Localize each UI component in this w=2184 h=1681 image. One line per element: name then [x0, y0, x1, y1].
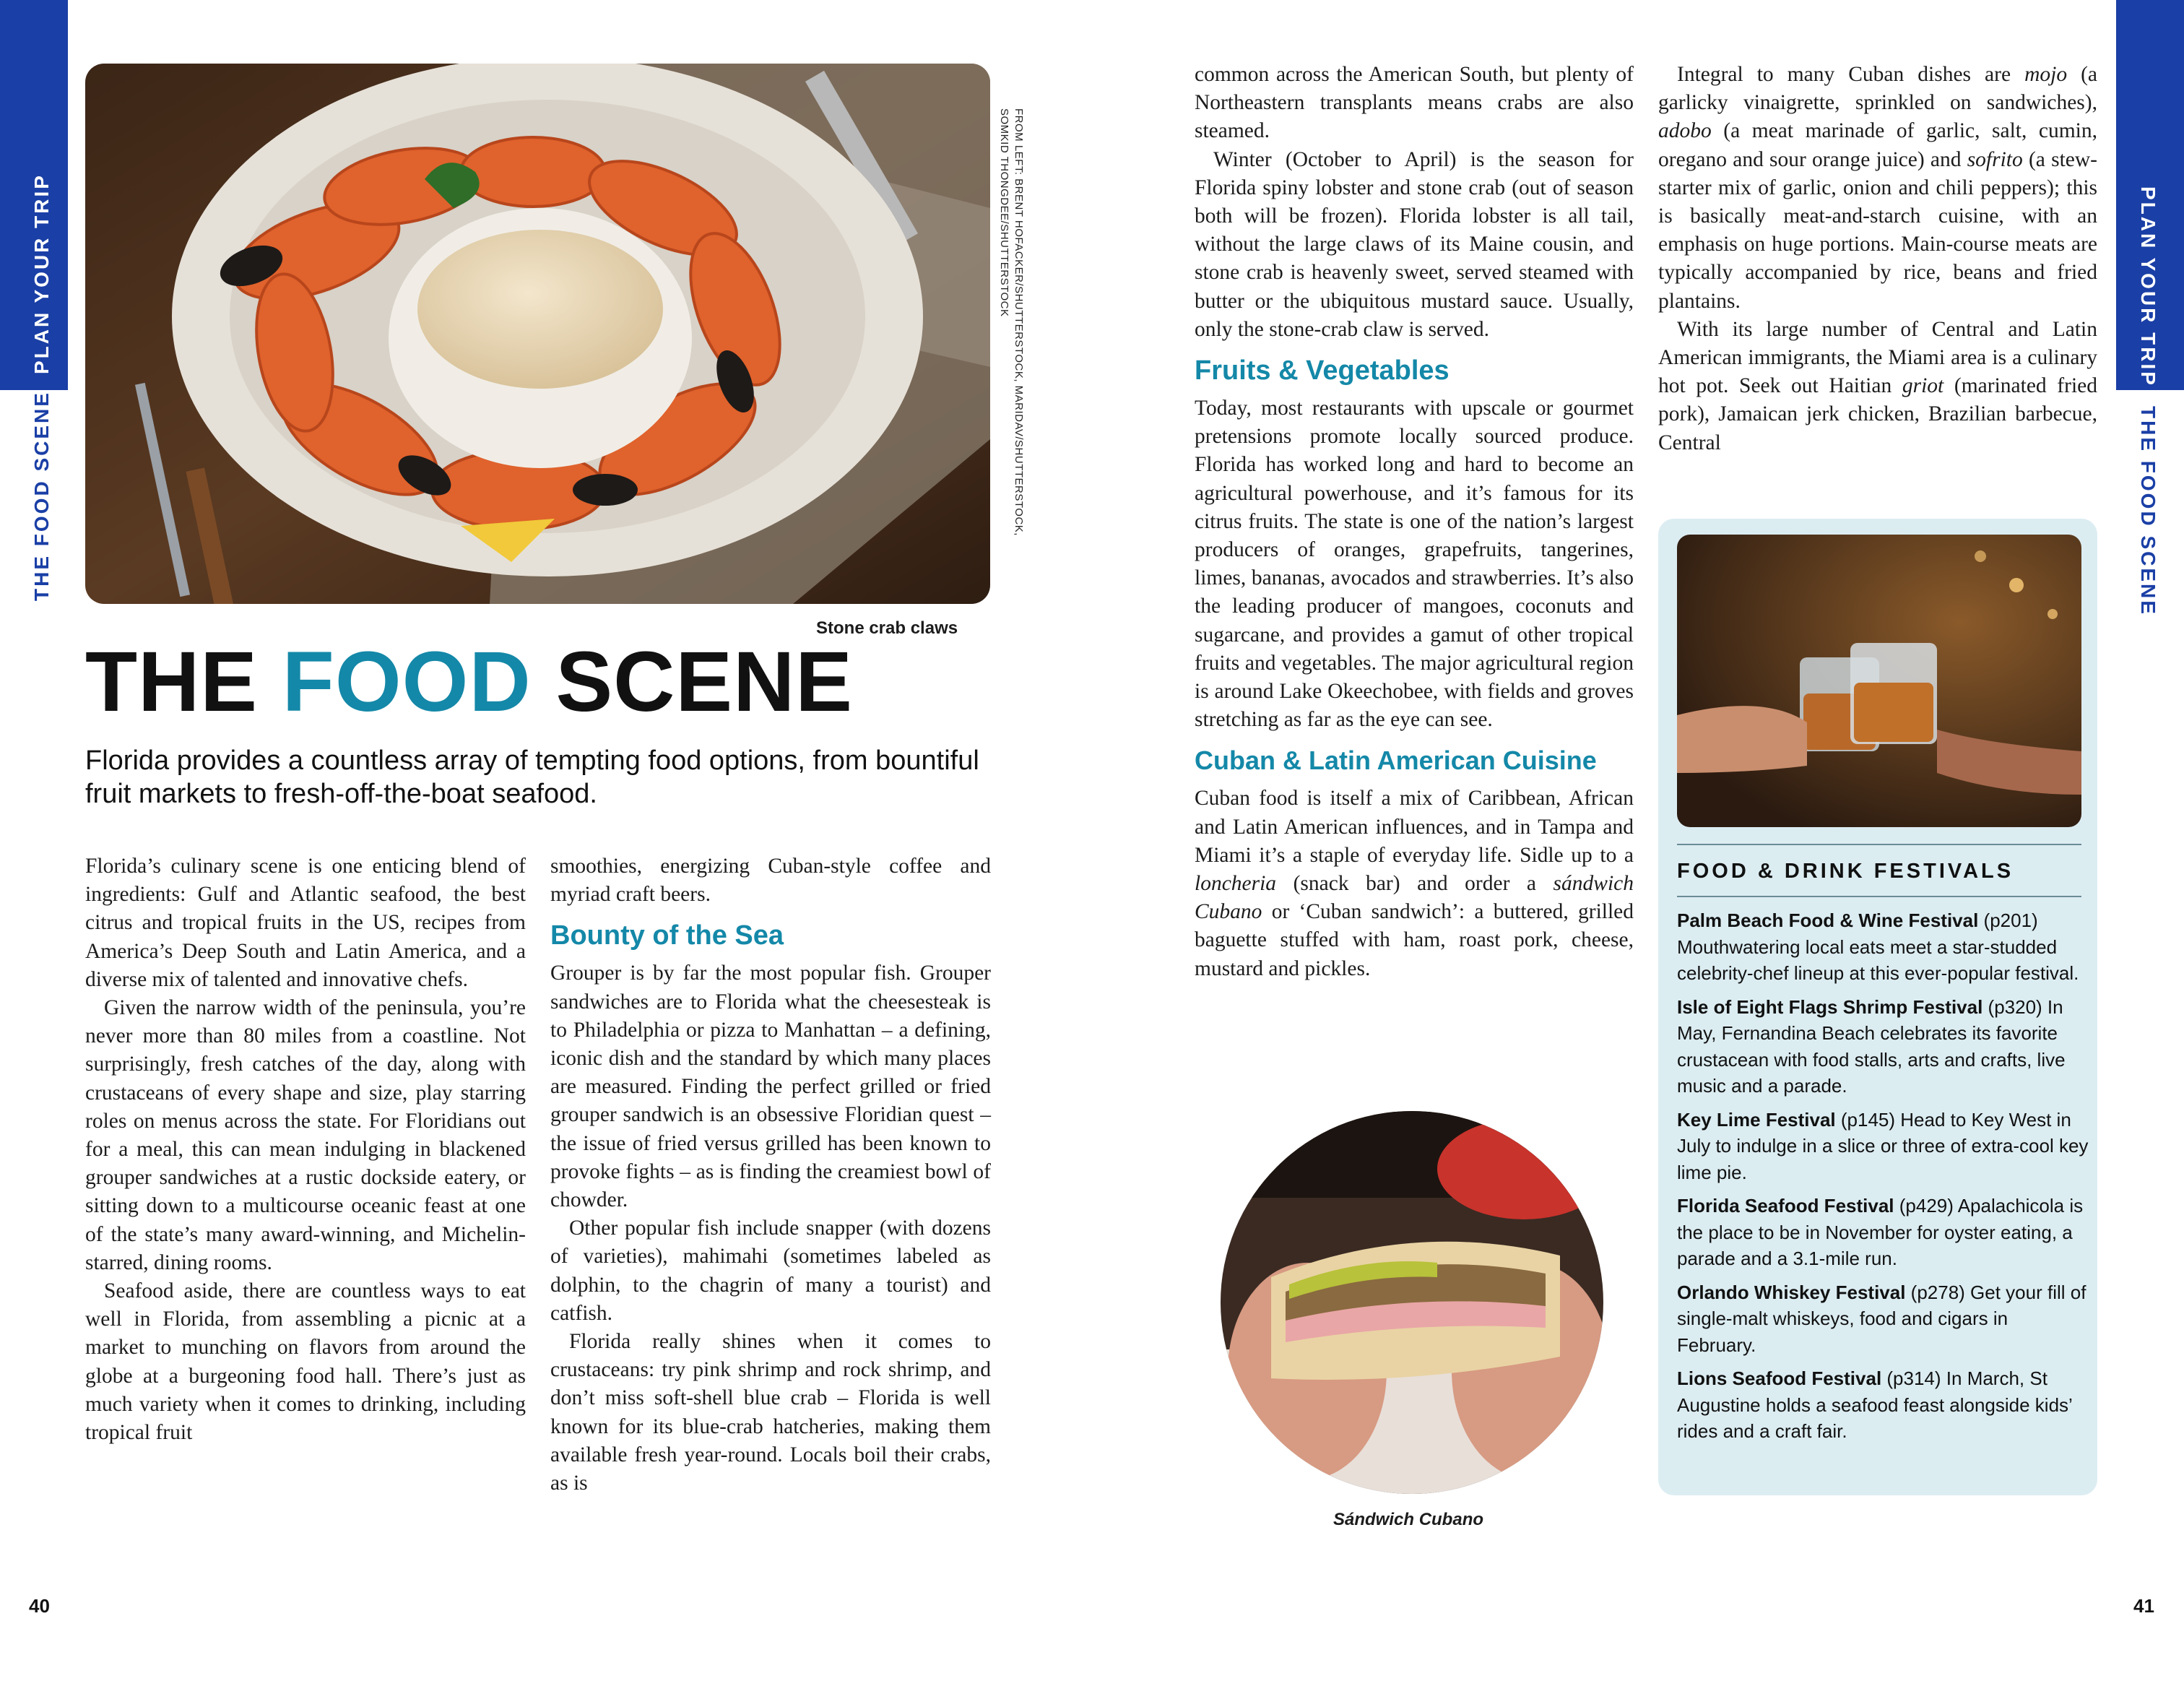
- col3-paragraph: common across the American South, but plenty of Northeastern transplants means crabs are also steamed.: [1195, 63, 1634, 143]
- text-run: (a garlicky vinaigrette, sprinkled on sandwiches),: [1658, 63, 2097, 115]
- festival-list: [1677, 907, 2089, 1452]
- photo-credit: FROM LEFT: BRENT HOFACKER/SHUTTERSTOCK, MARIDAV/SHUTTERSTOCK, SOMKID THONGDEE/SHUTTERSTOCK: [998, 108, 1025, 536]
- text-run: With its large number of Central and Latin American immigrants, the Miami area is a culinary hot pot. Seek out Haitian: [1658, 317, 2097, 398]
- festival-description: Apalachicola is the place to be in November for oyster eating, a parade and a 3.1-mile run.: [1677, 1195, 2084, 1269]
- col2-paragraph: Other popular fish include snapper (with dozens of varieties), mahimahi (sometimes labeled as dolphin, to the chagrin of many a tourist) and catfish.: [550, 1217, 991, 1325]
- sidebar-divider: [1677, 896, 2081, 897]
- col2-paragraph: Florida really shines when it comes to crustaceans: try pink shrimp and rock shrimp, and don’t miss soft-shell blue crab – Florida is well known for its blue-crab hatcheries, making them available fresh year-round. Locals boil their crabs, as is: [550, 1330, 991, 1495]
- festival-item: [1677, 1107, 2089, 1186]
- title-part-1: THE: [85, 634, 282, 730]
- page-number-left: 40: [29, 1595, 50, 1617]
- festival-item: [1677, 907, 2089, 987]
- col1-paragraph: Seafood aside, there are countless ways to eat well in Florida, from assembling a picnic at a market to munching on flavors from around the globe at a burgeoning food hall. There’s just as much variety when it comes to drinking, including tropical fruit: [85, 1279, 526, 1445]
- page-title: [85, 634, 854, 730]
- festival-page-ref: (p201): [1978, 909, 2038, 931]
- heading-fruits-vegetables: Fruits & Vegetables: [1195, 355, 1450, 386]
- body-column-1: [85, 852, 526, 1447]
- sidebar-divider: [1677, 844, 2081, 845]
- festival-item: [1677, 1279, 2089, 1359]
- body-column-2: [550, 852, 991, 1498]
- sandwich-photo-caption: Sándwich Cubano: [1333, 1510, 1484, 1529]
- col1-paragraph: Florida’s culinary scene is one enticing blend of ingredients: Gulf and Atlantic seafood, the best citrus and tropical fruits in the US, recipes from America’s Deep South and Latin America, and a diverse mix of talented and innovative chefs.: [85, 855, 526, 991]
- festival-name: Florida Seafood Festival: [1677, 1195, 1894, 1217]
- col3-paragraph: Winter (October to April) is the season for Florida spiny lobster and stone crab (out of season both will be frozen). Florida lobster is all tail, without the large claws of its Maine cousin, and stone crab is heavenly sweet, served steamed with butter or the ubiquitous mustard sauce. Usually, only the stone-crab claw is served.: [1195, 147, 1634, 341]
- right-section-tab-label: PLAN YOUR TRIP: [2137, 186, 2159, 387]
- italic-term: sofrito: [1967, 147, 2023, 171]
- festival-name: Palm Beach Food & Wine Festival: [1677, 909, 1979, 931]
- col2-paragraph: smoothies, energizing Cuban-style coffee and myriad craft beers.: [550, 855, 991, 907]
- heading-bounty-of-the-sea: Bounty of the Sea: [550, 920, 784, 951]
- left-chapter-tab-label: THE FOOD SCENE: [30, 391, 53, 601]
- festival-description: Head to Key West in July to indulge in a slice or three of extra-cool key lime pie.: [1677, 1108, 2089, 1183]
- right-chapter-tab-label: THE FOOD SCENE: [2137, 406, 2159, 616]
- festival-description: Mouthwatering local eats meet a star-studded celebrity-chef lineup at this ever-popular festival.: [1677, 935, 2079, 984]
- italic-term: sándwich Cubano: [1195, 872, 1634, 924]
- text-run: (a meat marinade of garlic, salt, cumin, oregano and sour orange juice) and: [1658, 119, 2097, 171]
- crab-photo-caption: Stone crab claws: [816, 618, 958, 638]
- left-section-tab-label: PLAN YOUR TRIP: [30, 173, 53, 374]
- festival-description: In May, Fernandina Beach celebrates its favorite crustacean with food stalls, arts and crafts, live music and a parade.: [1677, 995, 2066, 1097]
- italic-term: loncheria: [1195, 872, 1277, 896]
- text-run: Integral to many Cuban dishes are: [1677, 63, 2025, 86]
- italic-term: griot: [1902, 374, 1944, 398]
- festival-item: [1677, 1365, 2089, 1445]
- col3-paragraph: Today, most restaurants with upscale or gourmet pretensions promote locally sourced produce. Florida has worked long and hard to become an agricultural powerhouse, and it’s famous for its citrus fruits. The state is one of the nation’s largest producers of oranges, grapefruits, tangerines, limes, bananas, avocados and strawberries. It’s also the leading producer of mangoes, coconuts and sugarcane, and provides a gamut of other tropical fruits and vegetables. The major agricultural region is around Lake Okeechobee, with fields and groves stretching as far as the eye can see.: [1195, 397, 1634, 732]
- heading-cuban-latin-cuisine: Cuban & Latin American Cuisine: [1195, 746, 1597, 776]
- festival-name: Orlando Whiskey Festival: [1677, 1281, 1906, 1303]
- intro-standfirst: Florida provides a countless array of tempting food options, from bountiful fruit markets to fresh-off-the-boat seafood.: [85, 746, 979, 809]
- col2-paragraph: Grouper is by far the most popular fish. Grouper sandwiches are to Florida what the cheesesteak is to Philadelphia or pizza to Manhattan – a defining, iconic dish and the standard by which many places are measured. Finding the perfect grilled or fried grouper sandwich is an obsessive Floridian quest – the issue of fried versus grilled has been known to provoke fights – as is finding the creamiest bowl of chowder.: [550, 962, 991, 1212]
- festival-page-ref: (p429): [1894, 1195, 1954, 1217]
- festival-item: [1677, 1193, 2089, 1272]
- col3-paragraph: [1195, 785, 1634, 982]
- italic-term: adobo: [1658, 119, 1712, 143]
- text-run: (a stew-starter mix of garlic, onion and chili peppers); this is basically meat-and-starch cuisine, with an emphasis on huge portions. Main-course meats are typically accompanied by rice, beans and fried plantains.: [1658, 147, 2097, 313]
- festival-item: [1677, 994, 2089, 1099]
- sandwich-photo: [1221, 1111, 1603, 1494]
- text-run: or ‘Cuban sandwich’: a buttered, grilled baguette stuffed with ham, roast pork, cheese, mustard and pickles.: [1195, 900, 1634, 980]
- title-part-2: SCENE: [531, 634, 854, 730]
- text-run: Cuban food is itself a mix of Caribbean, African and Latin American influences, and in Tampa and Miami it’s a staple of everyday life. Sidle up to a: [1195, 787, 1634, 867]
- col4-paragraph: [1658, 316, 2097, 457]
- festival-description: Get your fill of single-malt whiskeys, food and cigars in February.: [1677, 1281, 2086, 1356]
- sidebar-title: FOOD & DRINK FESTIVALS: [1677, 860, 2014, 883]
- italic-term: mojo: [2024, 63, 2068, 86]
- festival-description: In March, St Augustine holds a seafood feast alongside kids’ rides and a craft fair.: [1677, 1367, 2072, 1442]
- stone-crab-photo: [85, 64, 990, 604]
- festival-page-ref: (p320): [1982, 995, 2042, 1018]
- text-run: (snack bar) and order a: [1276, 872, 1554, 896]
- col4-paragraph: [1658, 61, 2097, 316]
- col1-paragraph: Given the narrow width of the peninsula, you’re never more than 80 miles from a coastline. Not surprisingly, fresh catches of the day, along with crustaceans of every shape and size, play starring roles on menus across the state. For Floridians out for a meal, this can mean indulging in blackened grouper sandwiches at a rustic dockside eatery, or sitting down to a multicourse oceanic feast at one of the state’s many award-winning, and Michelin-starred, dining rooms.: [85, 996, 526, 1274]
- festival-name: Lions Seafood Festival: [1677, 1367, 1882, 1389]
- whiskey-toast-photo: [1677, 535, 2081, 827]
- festival-page-ref: (p314): [1881, 1367, 1941, 1389]
- body-column-3: [1195, 61, 1634, 983]
- text-run: (marinated fried pork), Jamaican jerk chicken, Brazilian barbecue, Central: [1658, 374, 2097, 454]
- page-number-right: 41: [2133, 1595, 2154, 1617]
- festival-page-ref: (p145): [1835, 1108, 1896, 1131]
- festival-name: Key Lime Festival: [1677, 1108, 1836, 1131]
- festival-name: Isle of Eight Flags Shrimp Festival: [1677, 995, 1983, 1018]
- body-column-4: [1658, 61, 2097, 457]
- title-accent: FOOD: [282, 634, 532, 730]
- festival-page-ref: (p278): [1905, 1281, 1965, 1303]
